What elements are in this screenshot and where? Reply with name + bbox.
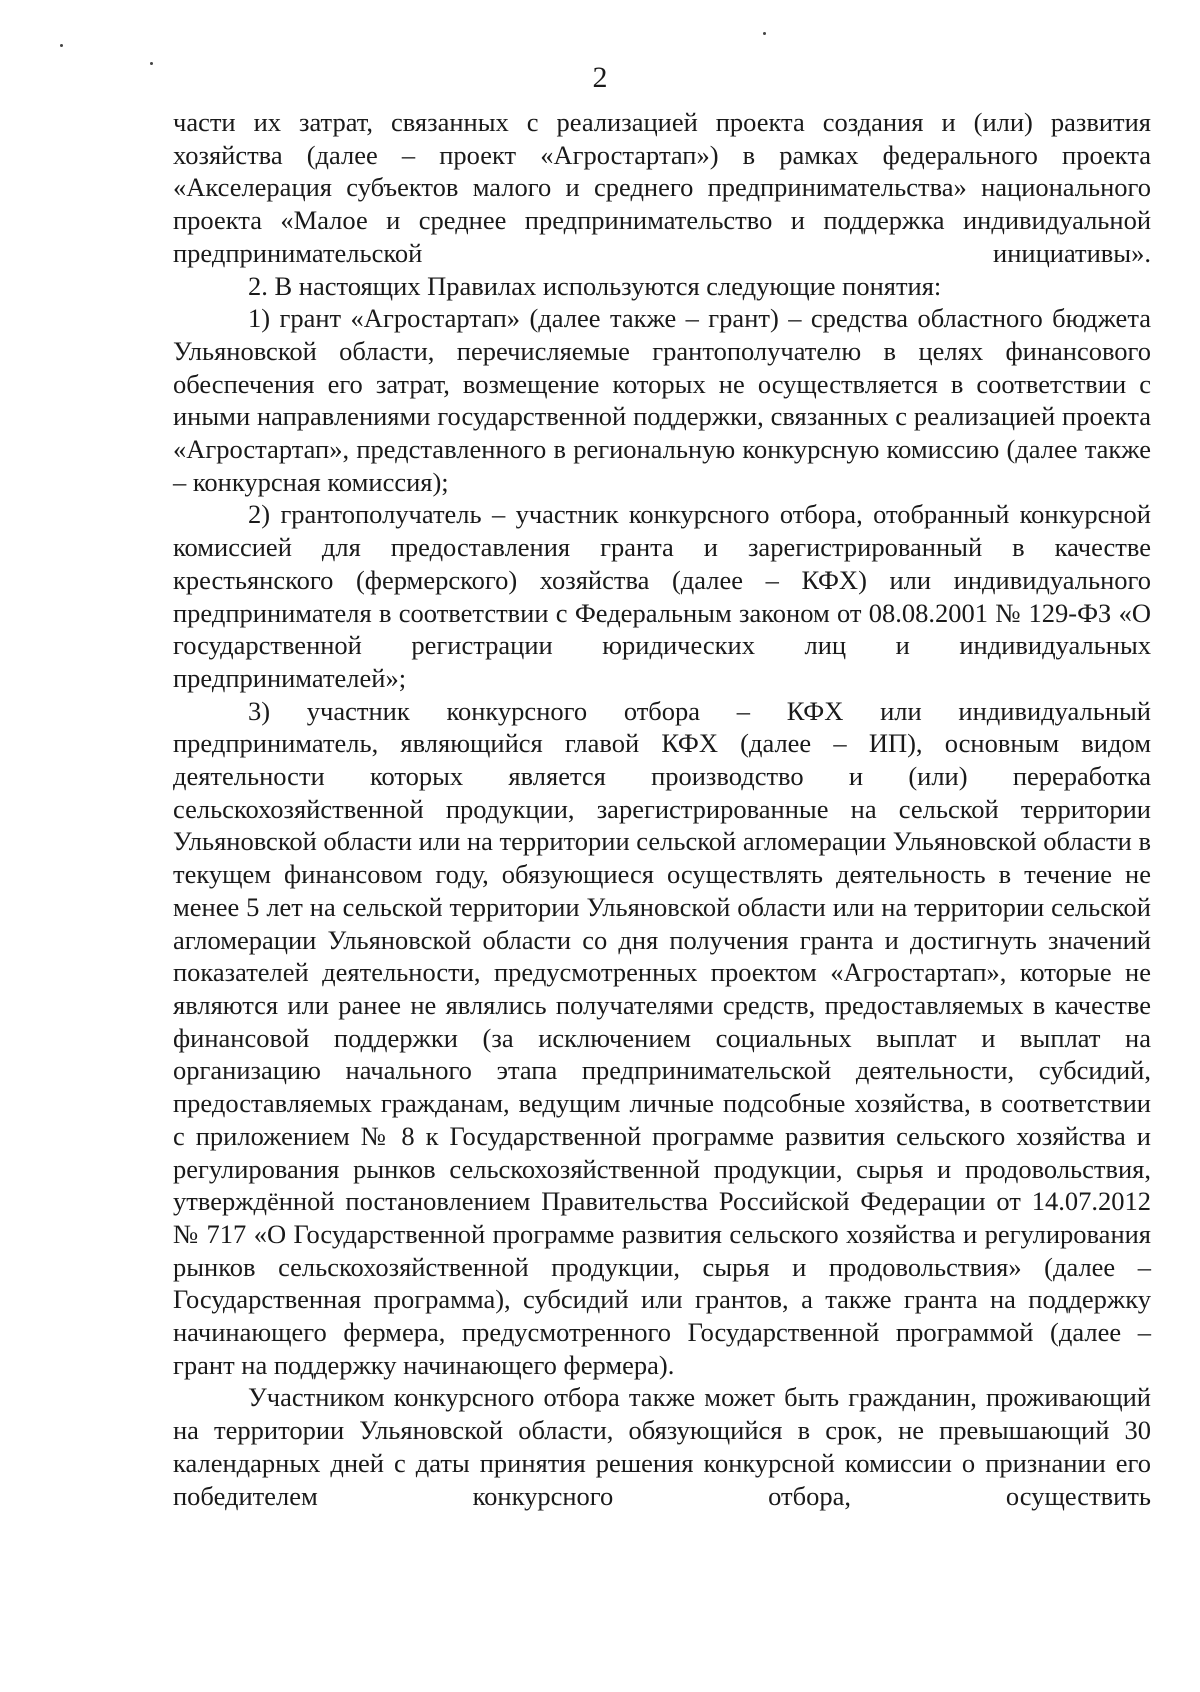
paragraph-continuation: части их затрат, связанных с реализацией проекта создания и (или) развития хозяйства (далее – проект «Агростартап») в рамках федерального проекта «Акселерация субъектов малого и среднего предпринимательства» национального проекта «Малое и среднее предпринимательство и поддержка индивидуальной предпринимательской инициативы». — [173, 107, 1151, 268]
scan-speck — [60, 44, 63, 47]
paragraph-definition-3: 3) участник конкурсного отбора – КФХ или индивидуальный предприниматель, являющийся главой КФХ (далее – ИП), основным видом деятельности которых является производство и (или) переработка сельскохозяйственной продукции, зарегистрированные на сельской территории Ульяновской области или на территории сельской агломерации Ульяновской области в текущем финансовом году, обязующиеся осуществлять деятельность в течение не менее 5 лет на сельской территории Ульяновской области или на территории сельской агломерации Ульяновской области со дня получения гранта и достигнуть значений показателей деятельности, предусмотренных проектом «Агростартап», которые не являются или ранее не являлись получателями средств, предоставляемых в качестве финансовой поддержки (за исключением социальных выплат и выплат на организацию начального этапа предпринимательской деятельности, субсидий, предоставляемых гражданам, ведущим личные подсобные хозяйства, в соответствии с приложением № 8 к Государственной программе развития сельского хозяйства и регулирования рынков сельскохозяйственной продукции, сырья и продовольствия, утверждённой постановлением Правительства Российской Федерации от 14.07.2012 № 717 «О Государственной программе развития сельского хозяйства и регулирования рынков сельскохозяйственной продукции, сырья и продовольствия» (далее – Государственная программа), субсидий или грантов, а также гранта на поддержку начинающего фермера, предусмотренного Государственной программой (далее – грант на поддержку начинающего фермера). — [173, 695, 1151, 1380]
document-body — [173, 106, 1151, 1512]
scan-speck — [763, 32, 766, 35]
paragraph-participant: Участником конкурсного отбора также может быть гражданин, проживающий на территории Ульяновской области, обязующийся в срок, не превышающий 30 календарных дней с даты принятия решения конкурсной комиссии о признании его победителем конкурсного отбора, осуществить — [173, 1382, 1151, 1511]
paragraph-definition-1: 1) грант «Агростартап» (далее также – грант) – средства областного бюджета Ульяновской области, перечисляемые грантополучателю в целях финансового обеспечения его затрат, возмещение которых не осуществляется в соответствии с иными направлениями государственной поддержки, связанных с реализацией проекта «Агростартап», представленного в региональную конкурсную комиссию (далее также – конкурсная комиссия); — [173, 303, 1151, 497]
page-number: 2 — [592, 61, 608, 94]
paragraph-definition-2: 2) грантополучатель – участник конкурсного отбора, отобранный конкурсной комиссией для предоставления гранта и зарегистрированный в качестве крестьянского (фермерского) хозяйства (далее – КФХ) или индивидуального предпринимателя в соответствии с Федеральным законом от 08.08.2001 № 129-ФЗ «О государственной регистрации юридических лиц и индивидуальных предпринимателей»; — [173, 499, 1151, 693]
paragraph-section-2: 2. В настоящих Правилах используются следующие понятия: — [248, 270, 942, 301]
